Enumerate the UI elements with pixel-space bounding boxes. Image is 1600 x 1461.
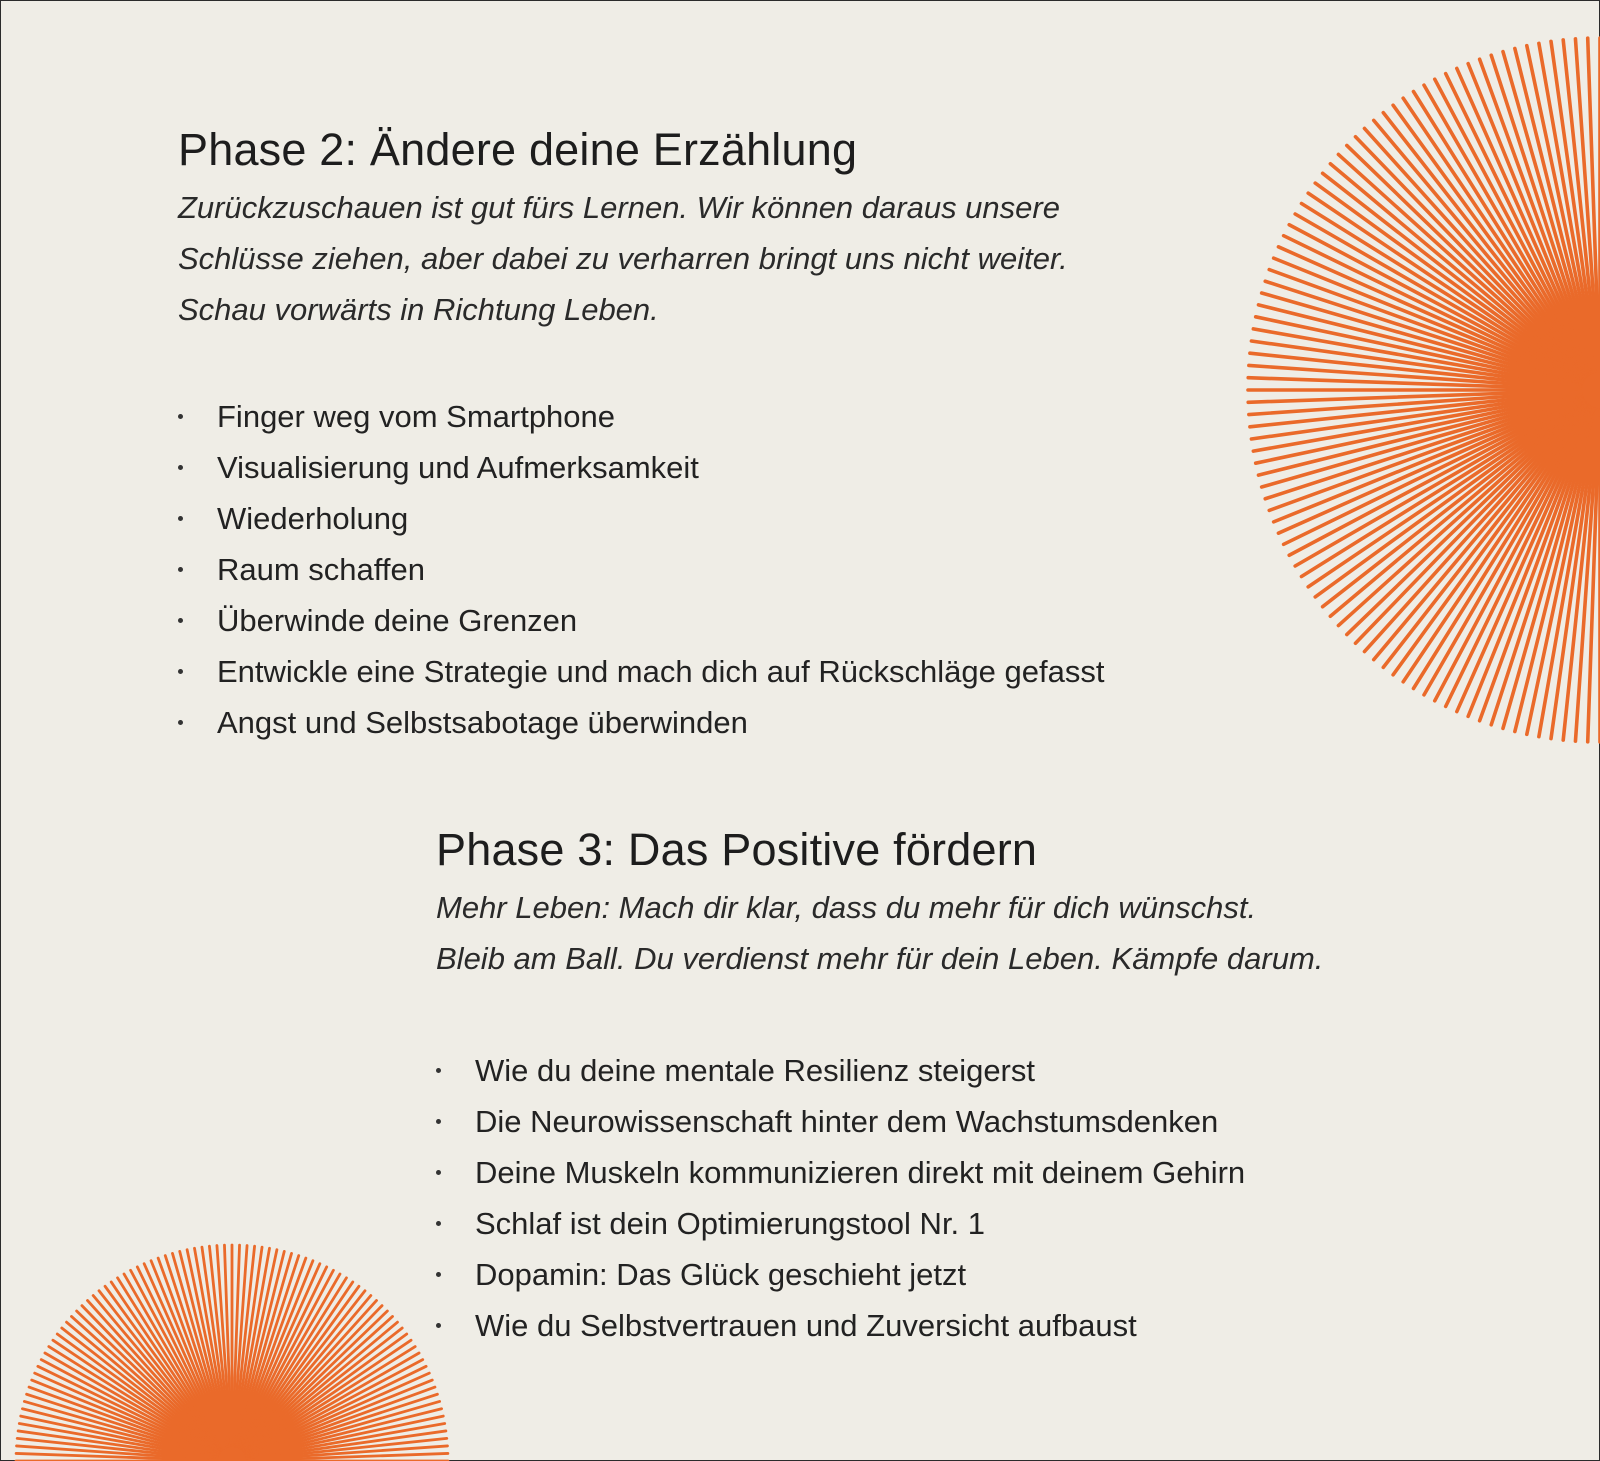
list-item-text: Überwinde deine Grenzen bbox=[217, 603, 578, 638]
bullet-icon bbox=[436, 1068, 441, 1073]
bullet-icon bbox=[178, 567, 183, 572]
sunburst-rays bbox=[16, 1245, 448, 1461]
list-item bbox=[436, 1249, 1456, 1300]
list-item-text: Die Neurowissenschaft hinter dem Wachstumsdenken bbox=[475, 1104, 1219, 1139]
list-item-text: Angst und Selbstsabotage überwinden bbox=[217, 705, 748, 740]
bullet-icon bbox=[436, 1221, 441, 1226]
sunburst-decoration-bottom bbox=[0, 1240, 470, 1461]
phase3-title: Phase 3: Das Positive fördern bbox=[436, 824, 1038, 875]
bullet-icon bbox=[436, 1272, 441, 1277]
bullet-icon bbox=[178, 720, 183, 725]
phase3-bullet-list bbox=[436, 1045, 1456, 1351]
list-item-text: Visualisierung und Aufmerksamkeit bbox=[217, 450, 699, 485]
phase3-intro bbox=[436, 882, 1456, 984]
list-item-text: Wie du Selbstvertrauen und Zuversicht aufbaust bbox=[475, 1308, 1137, 1343]
list-item-text: Wiederholung bbox=[217, 501, 409, 536]
phase2-title: Phase 2: Ändere deine Erzählung bbox=[178, 124, 858, 175]
list-item-text: Finger weg vom Smartphone bbox=[217, 399, 616, 434]
bullet-icon bbox=[178, 465, 183, 470]
phase2-intro-line: Zurückzuschauen ist gut fürs Lernen. Wir können daraus unsere bbox=[178, 190, 1060, 225]
list-item bbox=[436, 1198, 1456, 1249]
bullet-icon bbox=[178, 414, 183, 419]
list-item bbox=[436, 1096, 1456, 1147]
list-item bbox=[178, 442, 1198, 493]
list-item-text: Wie du deine mentale Resilienz steigerst bbox=[475, 1053, 1035, 1088]
phase2-section bbox=[178, 118, 1198, 748]
list-item-text: Schlaf ist dein Optimierungstool Nr. 1 bbox=[475, 1206, 986, 1241]
list-item bbox=[436, 1147, 1456, 1198]
list-item bbox=[178, 697, 1198, 748]
sunburst-rays bbox=[1248, 38, 1600, 742]
phase2-intro-line: Schau vorwärts in Richtung Leben. bbox=[178, 292, 659, 327]
list-item-text: Dopamin: Das Glück geschieht jetzt bbox=[475, 1257, 967, 1292]
list-item-text: Entwickle eine Strategie und mach dich auf Rückschläge gefasst bbox=[217, 654, 1105, 689]
bullet-icon bbox=[436, 1170, 441, 1175]
list-item-text: Deine Muskeln kommunizieren direkt mit deinem Gehirn bbox=[475, 1155, 1246, 1190]
bullet-icon bbox=[178, 516, 183, 521]
sunburst-decoration-right bbox=[1180, 0, 1600, 800]
bullet-icon bbox=[436, 1119, 441, 1124]
phase2-bullet-list bbox=[178, 391, 1198, 748]
bullet-icon bbox=[178, 669, 183, 674]
phase3-section bbox=[436, 818, 1456, 1351]
phase2-intro bbox=[178, 182, 1198, 335]
phase3-intro-line: Mehr Leben: Mach dir klar, dass du mehr für dich wünschst. bbox=[436, 890, 1257, 925]
list-item bbox=[178, 646, 1198, 697]
list-item bbox=[178, 493, 1198, 544]
phase2-intro-line: Schlüsse ziehen, aber dabei zu verharren bringt uns nicht weiter. bbox=[178, 241, 1068, 276]
list-item bbox=[178, 544, 1198, 595]
list-item bbox=[436, 1045, 1456, 1096]
list-item bbox=[436, 1300, 1456, 1351]
phase3-intro-line: Bleib am Ball. Du verdienst mehr für dein Leben. Kämpfe darum. bbox=[436, 941, 1324, 976]
list-item bbox=[178, 595, 1198, 646]
list-item bbox=[178, 391, 1198, 442]
list-item-text: Raum schaffen bbox=[217, 552, 425, 587]
bullet-icon bbox=[436, 1323, 441, 1328]
bullet-icon bbox=[178, 618, 183, 623]
